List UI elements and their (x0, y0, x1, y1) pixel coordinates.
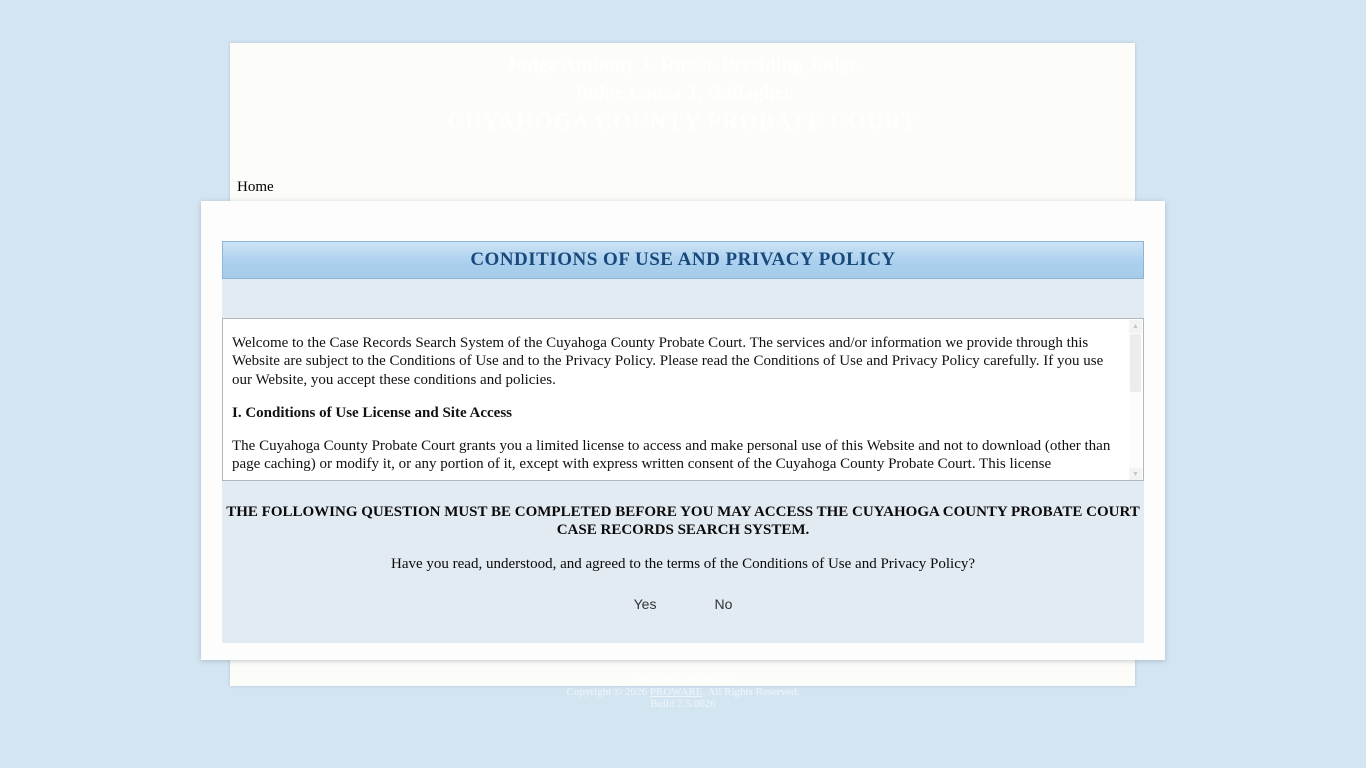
court-name-line: CUYAHOGA COUNTY PROBATE COURT (447, 109, 918, 134)
conditions-text-box[interactable] (222, 318, 1144, 481)
answer-links (222, 596, 1144, 612)
agreement-question: Have you read, understood, and agreed to the terms of the Conditions of Use and Privacy Policy? (390, 556, 976, 572)
page-footer (0, 674, 1366, 710)
presiding-judge-line: Judge Anthony J. Russo, Presiding Judge (506, 54, 859, 76)
judge-line: Judge Laura J. Gallagher (572, 82, 793, 104)
conditions-paragraph: The Cuyahoga County Probate Court grants you a limited license to access and make personal use of this Website and not to download (other than page caching) or modify it, or any portion of it, except with express written consent of the Cuyahoga County Probate Court. This license (232, 438, 1111, 473)
copyright-prefix: Copyright © 2026 (566, 686, 650, 698)
proware-link[interactable]: PROWARE (649, 686, 703, 698)
scroll-down-icon[interactable]: ▼ (1129, 468, 1142, 481)
conditions-section (222, 279, 1144, 643)
build-number: Build 2.5.0626 (650, 698, 716, 710)
content-panel (201, 201, 1165, 660)
scrollbar-thumb[interactable] (1130, 334, 1141, 392)
nav-home-link[interactable]: Home (237, 179, 274, 195)
conditions-scrollbar[interactable] (1129, 320, 1142, 481)
conditions-paragraph: Welcome to the Case Records Search System of the Cuyahoga County Probate Court. The services and/or information we provide through this Website are subject to the Conditions of Use and to the Privacy Policy. Please read the Conditions of Use and Privacy Policy carefully. If you use our Website, you accept these conditions and policies. (232, 335, 1104, 388)
no-link[interactable]: No (714, 596, 733, 612)
copyright-suffix: . All Rights Reserved. (702, 686, 800, 698)
title-bar (222, 241, 1144, 279)
conditions-subheading: I. Conditions of Use License and Site Access (232, 404, 513, 421)
footer-webmaster-link[interactable]: Comments to Webmaster (627, 674, 739, 686)
mandatory-question-notice: THE FOLLOWING QUESTION MUST BE COMPLETED BEFORE YOU MAY ACCESS THE CUYAHOGA COUNTY PROBATE COURT CASE RECORDS SEARCH SYSTEM. (226, 504, 1140, 538)
yes-link[interactable]: Yes (633, 596, 657, 612)
scroll-up-icon[interactable]: ▲ (1129, 320, 1142, 333)
page-title: CONDITIONS OF USE AND PRIVACY POLICY (470, 249, 896, 270)
copyright-line (0, 686, 1366, 698)
court-header (230, 43, 1135, 137)
